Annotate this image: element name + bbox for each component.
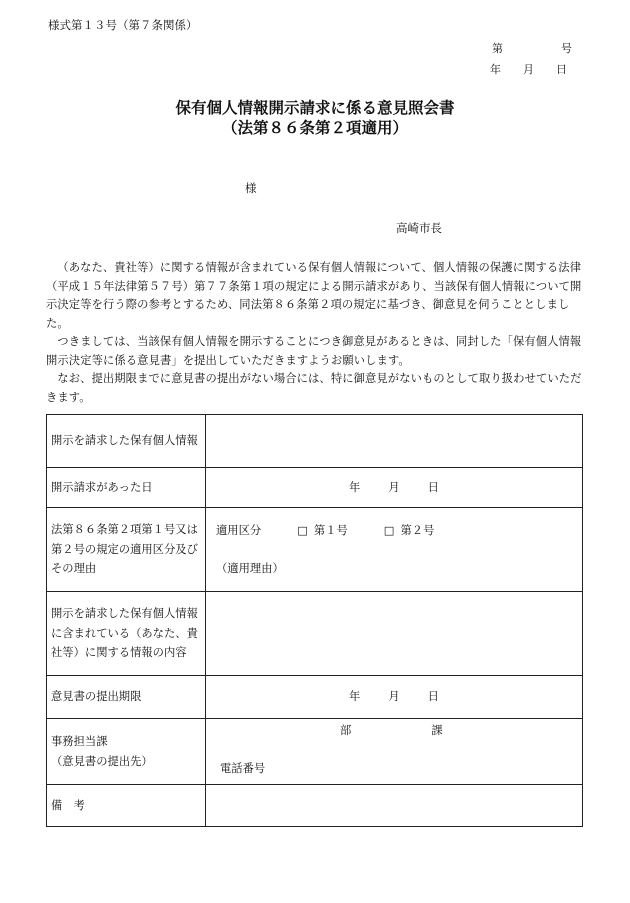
table-row <box>47 785 583 827</box>
option-label-2: 第２号 <box>400 524 435 537</box>
field-applicable-category <box>206 508 583 592</box>
table-row <box>47 592 583 676</box>
row-label-request-date: 開示請求があった日 <box>47 468 206 508</box>
document-title <box>0 98 630 138</box>
row-label-office <box>47 719 206 785</box>
row-label-applicable-category: 法第８６条第２項第１号又は第２号の規定の適用区分及びその理由 <box>47 508 206 592</box>
field-request-date[interactable] <box>206 468 583 508</box>
table-row <box>47 719 583 785</box>
category-label: 適用区分 <box>216 524 262 537</box>
body-paragraph-3: なお、提出期限までに意見書の提出がない場合には、特に御意見がないものとして取り扱わせていただきます。 <box>46 372 582 404</box>
issue-date-month: 月 <box>523 63 534 76</box>
sender: 高崎市長 <box>396 221 442 235</box>
request-date-day: 日 <box>427 480 439 494</box>
row-label-deadline: 意見書の提出期限 <box>47 676 206 719</box>
field-deadline[interactable] <box>206 676 583 719</box>
addressee: 様 <box>245 181 257 195</box>
issue-date-day: 日 <box>556 63 567 76</box>
field-remarks[interactable] <box>206 785 583 827</box>
department-label: 部 <box>340 724 352 737</box>
request-date-year: 年 <box>349 480 361 494</box>
table-row <box>47 415 583 468</box>
form-number: 様式第１３号（第７条関係） <box>48 18 198 32</box>
issue-date <box>490 61 567 77</box>
title-line-1: 保有個人情報開示請求に係る意見照会書 <box>175 98 455 117</box>
office-sublabel: （意見書の提出先） <box>51 754 153 768</box>
body-paragraph-1: （あなた、貴社等）に関する情報が含まれている保有個人情報について、個人情報の保護に関する法律（平成１５年法律第５７号）第７７条第１項の規定による開示請求があり、当該保有個人情報について開示決定等を行う際の参考とするため、同法第８６条第２項の規定に基づき、御意見を伺うこととしました。 <box>46 261 582 330</box>
row-label-requested-info: 開示を請求した保有個人情報 <box>47 415 206 468</box>
phone-label: 電話番号 <box>220 761 266 775</box>
body-text <box>46 259 586 407</box>
applicable-reason-label: （適用理由） <box>216 561 284 575</box>
deadline-day: 日 <box>427 690 439 704</box>
table-row <box>47 508 583 592</box>
office-label: 事務担当課 <box>51 735 108 748</box>
title-line-2: （法第８６条第２項適用） <box>221 118 408 137</box>
document-number <box>492 40 572 56</box>
field-requested-info[interactable] <box>206 415 583 468</box>
body-paragraph-2: つきましては、当該保有個人情報を開示することにつき御意見があるときは、同封した「保有個人情報開示決定等に係る意見書」を提出していただきますようお願いします。 <box>46 335 582 367</box>
deadline-year: 年 <box>349 690 361 704</box>
checkbox-item-2[interactable]: □ <box>383 524 395 537</box>
checkbox-item-1[interactable]: □ <box>297 524 308 537</box>
doc-no-suffix: 号 <box>561 42 572 55</box>
deadline-month: 月 <box>388 690 400 704</box>
field-office[interactable] <box>206 719 583 785</box>
doc-no-prefix: 第 <box>492 42 503 55</box>
table-row <box>47 676 583 719</box>
option-label-1: 第１号 <box>313 524 348 537</box>
field-info-content[interactable] <box>206 592 583 676</box>
table-row <box>47 468 583 508</box>
inquiry-table <box>46 414 583 827</box>
request-date-month: 月 <box>388 480 400 494</box>
row-label-remarks: 備 考 <box>47 785 206 827</box>
issue-date-year: 年 <box>490 63 501 76</box>
row-label-info-content: 開示を請求した保有個人情報に含まれている（あなた、貴社等）に関する情報の内容 <box>47 592 206 676</box>
section-label: 課 <box>431 724 443 737</box>
